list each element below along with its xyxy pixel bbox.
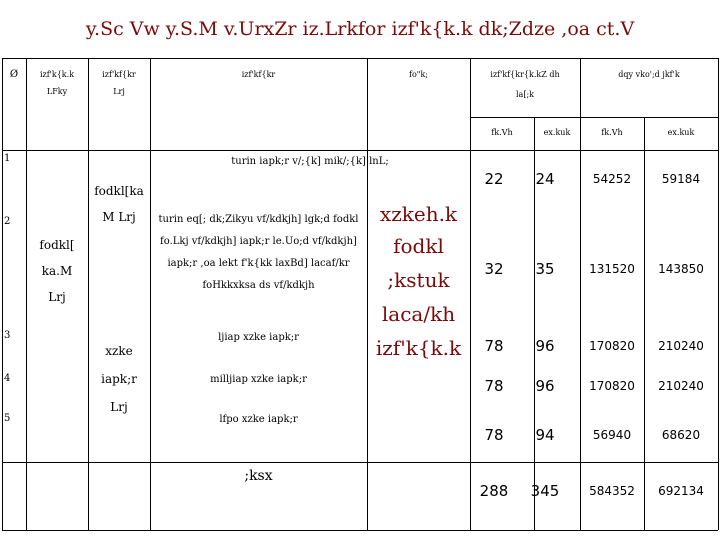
col2-group2-line-1: xzke [105, 344, 133, 358]
header-level-2: Lrj [113, 87, 125, 96]
row1-desc: turin iapk;r v/;{k] mik/;{k] lnL; [231, 156, 389, 167]
page-title: y.Sc Vw y.S.M v.UrxZr iz.Lrkfor izf'k{k.k dk;Zdze ,oa ct.V [85, 18, 635, 40]
row5-d: 68620 [661, 428, 701, 442]
row5-c: 56940 [592, 428, 632, 442]
big-label-line-1: xzkeh.k [379, 202, 458, 226]
serial-5: 5 [4, 413, 11, 424]
header-level-1: izf'kf{kr [102, 70, 136, 79]
total-d: 692134 [658, 484, 704, 498]
row3-desc: ljiap xzke iapk;r [218, 332, 299, 343]
header-budget: dqy vko';d jkf'k [618, 70, 680, 79]
row1-d: 59184 [661, 172, 701, 186]
serial-1: 1 [4, 153, 11, 164]
header-sub-ex: ex.kuk [543, 128, 571, 137]
row2-d: 143850 [658, 262, 704, 276]
row2-b: 35 [535, 260, 555, 278]
row2-desc-3: iapk;r ,oa lekt f'k{kk laxBd] lacaf/kr [167, 258, 350, 269]
row5-a: 78 [484, 426, 504, 444]
row4-c: 170820 [589, 379, 635, 393]
header-count-2: la[;k [516, 90, 534, 99]
col2-group2-line-2: iapk;r [101, 372, 137, 386]
header-sub-ex2: ex.kuk [667, 128, 695, 137]
big-label-line-2: fodkl [393, 234, 444, 258]
row1-a: 22 [484, 170, 504, 188]
row1-c: 54252 [592, 172, 632, 186]
big-label-line-4: laca/kh [381, 302, 456, 326]
row2-desc-4: foHkkxksa ds vf/kdkjh [202, 280, 315, 291]
row2-c: 131520 [589, 262, 635, 276]
total-c: 584352 [589, 484, 635, 498]
row2-desc-1: turin eq[; dk;Zikyu vf/kdkjh] lgk;d fodkl [158, 214, 359, 225]
big-label-line-3: ;kstuk [387, 268, 450, 292]
row1-b: 24 [535, 170, 555, 188]
row2-desc-2: fo.Lkj vf/kdkjh] iapk;r le.Uo;d vf/kdkjh] [160, 236, 357, 247]
serial-3: 3 [4, 330, 11, 341]
header-type: fo"k; [409, 70, 428, 79]
row4-desc: milljiap xzke iapk;r [210, 374, 307, 385]
row3-c: 170820 [589, 339, 635, 353]
row5-desc: lfpo xzke iapk;r [219, 414, 298, 425]
row5-b: 94 [535, 426, 555, 444]
header-sub-pv2: fk.Vh [601, 128, 623, 137]
header-trainees: izf'kf{kr [241, 70, 276, 79]
col2-group1-line-1: fodkl[ka [94, 184, 144, 198]
serial-4: 4 [4, 373, 11, 384]
total-a: 288 [479, 482, 509, 500]
header-count-1: izf'kf{kr{k.kZ dh [490, 70, 560, 79]
col1-line-2: ka.M [41, 264, 73, 278]
row4-d: 210240 [658, 379, 704, 393]
header-subject-1: izf'k{k.k [39, 70, 75, 79]
row4-b: 96 [535, 377, 555, 395]
header-subject-2: LFky [46, 87, 68, 96]
col1-line-3: Lrj [48, 290, 66, 304]
col2-group2-line-3: Lrj [110, 400, 128, 414]
row2-a: 32 [484, 260, 504, 278]
col2-group1-line-2: M Lrj [102, 210, 136, 224]
total-label: ;ksx [244, 468, 273, 484]
header-sub-pv: fk.Vh [491, 128, 513, 137]
row3-d: 210240 [658, 339, 704, 353]
serial-2: 2 [4, 216, 11, 227]
row3-a: 78 [484, 337, 504, 355]
col1-line-1: fodkl[ [39, 238, 75, 252]
big-label-line-5: izf'k{k.k [375, 336, 462, 360]
header-sno: Ø [9, 69, 19, 80]
total-b: 345 [530, 482, 560, 500]
row4-a: 78 [484, 377, 504, 395]
row3-b: 96 [535, 337, 555, 355]
